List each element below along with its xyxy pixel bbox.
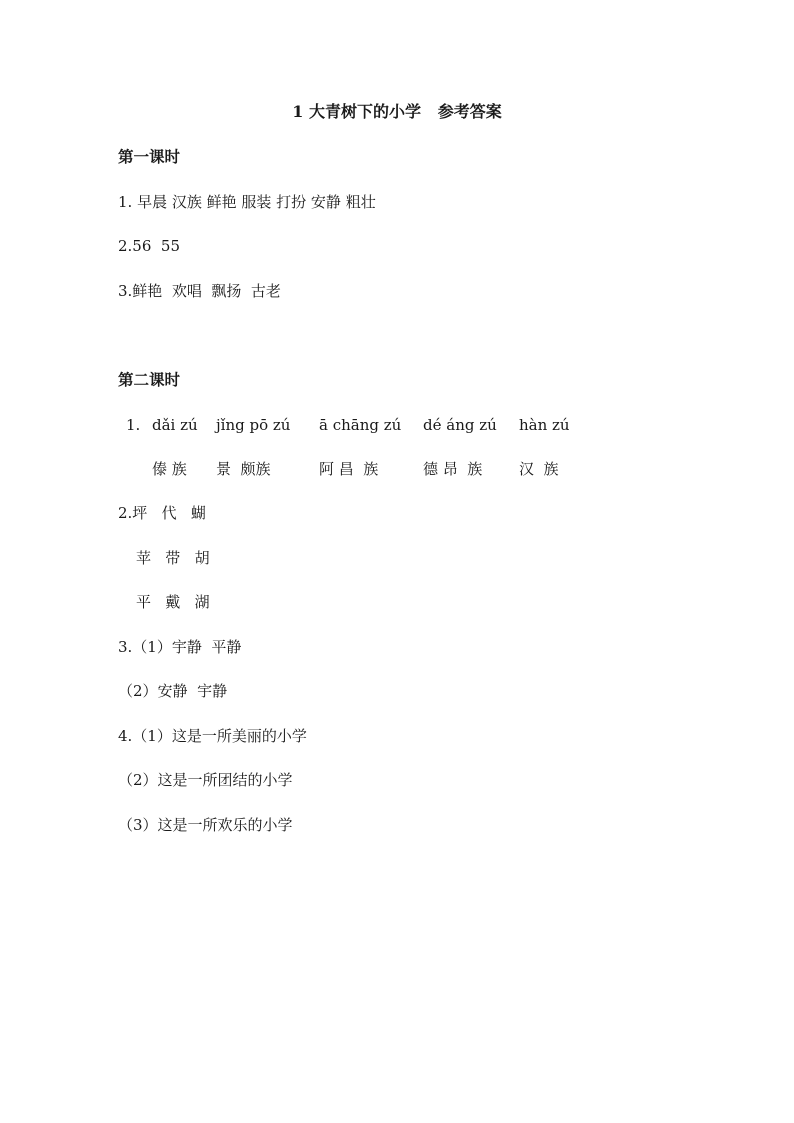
q4-line3: （3）这是一所欢乐的小学 [118, 816, 293, 834]
pinyin-dai-zu: dǎi zú [152, 416, 198, 434]
lesson1-item1: 1. 早晨 汉族 鲜艳 服装 打扮 安静 粗壮 [118, 193, 376, 211]
q3-line1: 3.（1）宇静 平静 [118, 638, 242, 656]
pinyin-jing-po-zu: jǐng pō zú [216, 416, 291, 434]
hanzi-han-zu: 汉 族 [519, 460, 559, 478]
q3-line2: （2）安静 宇静 [118, 682, 228, 700]
pinyin-de-ang-zu: dé áng zú [423, 416, 497, 434]
hanzi-jing-po-zu: 景 颇族 [216, 460, 271, 478]
pinyin-a-chang-zu: ā chāng zú [319, 416, 402, 434]
lesson1-heading: 第一课时 [118, 147, 181, 166]
hanzi-de-ang-zu: 德 昂 族 [423, 460, 483, 478]
hanzi-a-chang-zu: 阿 昌 族 [319, 460, 379, 478]
pinyin-han-zu: hàn zú [519, 416, 570, 434]
q2-row1: 2.坪 代 蝴 [118, 504, 206, 522]
q4-line2: （2）这是一所团结的小学 [118, 771, 293, 789]
lesson2-heading: 第二课时 [118, 370, 181, 389]
q2-row3: 平 戴 湖 [136, 593, 210, 611]
q2-row2: 苹 带 胡 [136, 549, 210, 567]
lesson1-item3: 3.鲜艳 欢唱 飘扬 古老 [118, 282, 281, 300]
q4-line1: 4.（1）这是一所美丽的小学 [118, 727, 307, 745]
document-title: 1 大青树下的小学 参考答案 [292, 102, 502, 121]
hanzi-dai-zu: 傣 族 [152, 460, 187, 478]
q1-number: 1. [126, 416, 141, 434]
lesson1-item2: 2.56 55 [118, 237, 181, 255]
